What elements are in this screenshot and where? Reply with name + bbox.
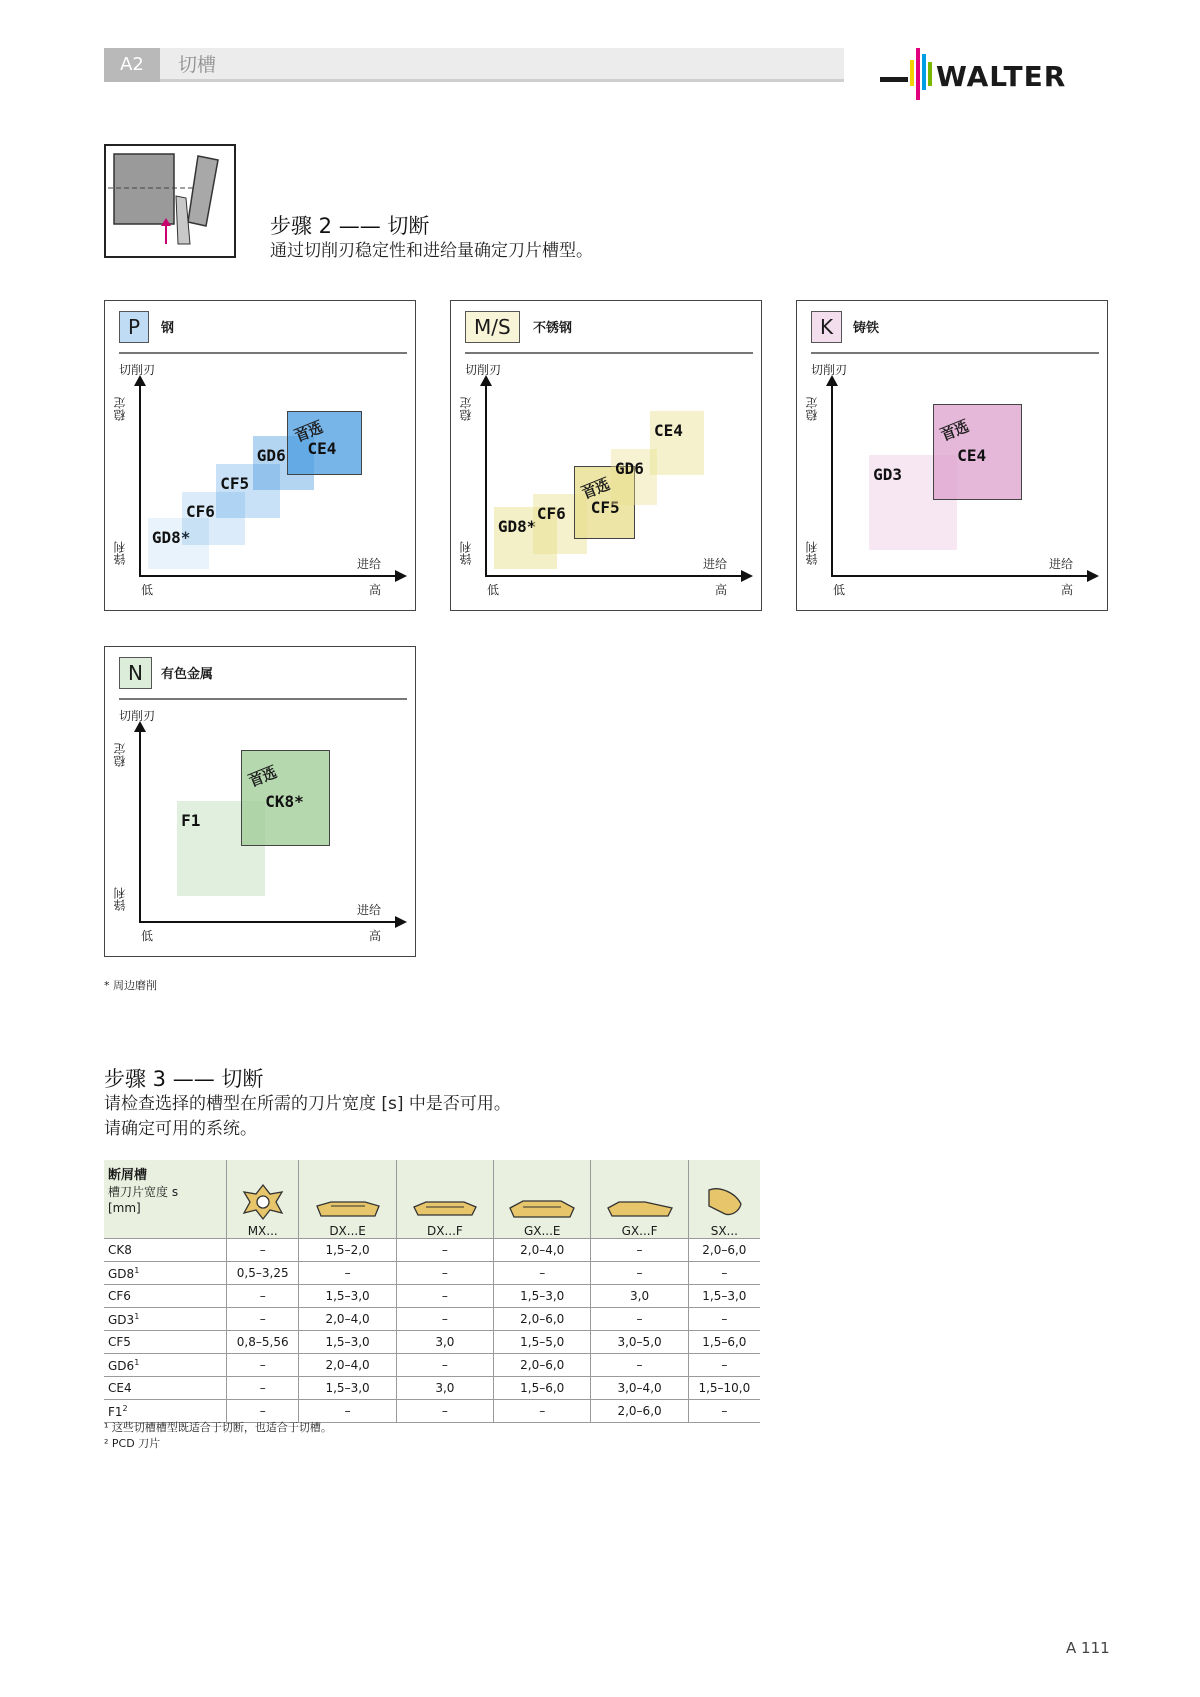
table-row bbox=[104, 1285, 760, 1308]
x-axis-line bbox=[485, 575, 741, 577]
row-grade-cell bbox=[104, 1331, 227, 1354]
preferred-tag: 首选 bbox=[293, 420, 326, 447]
table-cell: 0,8–5,56 bbox=[227, 1331, 299, 1354]
star-footnote: * 周边磨削 bbox=[104, 979, 157, 992]
table-cell: 1,5–5,0 bbox=[494, 1331, 591, 1354]
column-label: DX...E bbox=[329, 1224, 366, 1238]
table-cell: – bbox=[396, 1308, 493, 1331]
row-grade-name: CF5 bbox=[108, 1335, 131, 1349]
y-axis-low-label: 锋利 bbox=[113, 541, 127, 565]
x-axis-high-label: 高 bbox=[369, 929, 382, 943]
section-code: A2 bbox=[104, 48, 160, 82]
y-axis-arrow bbox=[826, 375, 838, 386]
table-cell: 1,5–6,0 bbox=[494, 1377, 591, 1400]
row-grade-cell bbox=[104, 1285, 227, 1308]
preferred-tag: 首选 bbox=[580, 476, 613, 503]
x-axis-label: 进给 bbox=[357, 557, 382, 571]
row-grade-cell bbox=[104, 1377, 227, 1400]
step2-title: 步骤 2 —— 切断 bbox=[270, 214, 430, 238]
panel-divider bbox=[811, 352, 1099, 354]
table-cell: 2,0–4,0 bbox=[299, 1308, 396, 1331]
x-axis-high-label: 高 bbox=[1061, 583, 1074, 597]
table-cell: – bbox=[396, 1262, 493, 1285]
row-grade-name: CF6 bbox=[108, 1289, 131, 1303]
y-axis-high-label: 稳定 bbox=[113, 397, 127, 421]
x-axis-label: 进给 bbox=[1049, 557, 1074, 571]
row-grade-name: F1 bbox=[108, 1404, 123, 1419]
x-axis-arrow bbox=[395, 570, 407, 582]
step3-description-2: 请确定可用的系统。 bbox=[104, 1119, 257, 1139]
table-cell: 2,0–4,0 bbox=[494, 1239, 591, 1262]
table-cell: – bbox=[591, 1262, 688, 1285]
row-grade-name: GD6 bbox=[108, 1358, 135, 1373]
y-axis-label: 切削刃 bbox=[119, 709, 156, 723]
x-axis-label: 进给 bbox=[703, 557, 728, 571]
grade-label: CF6 bbox=[536, 504, 566, 524]
table-cell: – bbox=[396, 1239, 493, 1262]
table-cell: 1,5–3,0 bbox=[299, 1377, 396, 1400]
panel-divider bbox=[119, 352, 407, 354]
table-cell: 2,0–4,0 bbox=[299, 1354, 396, 1377]
dx-e-insert-icon bbox=[313, 1196, 383, 1222]
row-grade-cell bbox=[104, 1308, 227, 1331]
table-cell: – bbox=[227, 1400, 299, 1423]
walter-logo bbox=[880, 44, 1110, 104]
table-cell: 1,5–3,0 bbox=[494, 1285, 591, 1308]
column-label: DX...F bbox=[426, 1224, 463, 1238]
table-cell: 2,0–6,0 bbox=[494, 1354, 591, 1377]
step3-description-1: 请检查选择的槽型在所需的刀片宽度 [s] 中是否可用。 bbox=[104, 1094, 511, 1114]
x-axis-label: 进给 bbox=[357, 903, 382, 917]
table-cell: 3,0 bbox=[591, 1285, 688, 1308]
y-axis-arrow bbox=[134, 721, 146, 732]
table-cell: – bbox=[396, 1400, 493, 1423]
table-row bbox=[104, 1262, 760, 1285]
preferred-tag: 首选 bbox=[938, 418, 971, 445]
y-axis-line bbox=[139, 381, 141, 575]
grade-label: F1 bbox=[181, 810, 201, 830]
table-cell: – bbox=[688, 1308, 760, 1331]
y-axis-low-label: 锋利 bbox=[805, 541, 819, 565]
x-axis-low-label: 低 bbox=[833, 583, 846, 597]
header-chipbreaker: 断屑槽 bbox=[108, 1168, 148, 1183]
header-width: 槽刀片宽度 s bbox=[108, 1185, 179, 1199]
table-row bbox=[104, 1331, 760, 1354]
y-axis-arrow bbox=[480, 375, 492, 386]
y-axis-line bbox=[831, 381, 833, 575]
table-cell: 1,5–3,0 bbox=[299, 1331, 396, 1354]
brand-text: WALTER bbox=[936, 60, 1067, 93]
table-cell: 1,5–6,0 bbox=[688, 1331, 760, 1354]
grade-label: CK8* bbox=[265, 792, 304, 812]
chart-panel-ms bbox=[450, 300, 762, 611]
column-label: SX... bbox=[710, 1224, 738, 1238]
row-grade-footnote-mark: 1 bbox=[134, 1311, 140, 1321]
table-footnote-2: ² PCD 刀片 bbox=[104, 1437, 161, 1450]
panel-divider bbox=[119, 698, 407, 700]
y-axis-line bbox=[485, 381, 487, 575]
column-label: MX... bbox=[247, 1224, 278, 1238]
table-cell: – bbox=[688, 1354, 760, 1377]
row-grade-name: CK8 bbox=[108, 1243, 132, 1257]
table-cell: – bbox=[227, 1239, 299, 1262]
x-axis-arrow bbox=[741, 570, 753, 582]
grade-label: GD6 bbox=[256, 445, 286, 465]
table-cell: – bbox=[396, 1354, 493, 1377]
grade-label: CF5 bbox=[590, 497, 620, 517]
sx-insert-icon bbox=[701, 1182, 747, 1222]
row-grade-cell bbox=[104, 1262, 227, 1285]
x-axis-line bbox=[139, 921, 395, 923]
row-grade-footnote-mark: 2 bbox=[122, 1403, 128, 1413]
material-name: 铸铁 bbox=[853, 321, 880, 336]
grade-label: CF5 bbox=[220, 473, 250, 493]
table-row bbox=[104, 1239, 760, 1262]
header-unit: [mm] bbox=[108, 1201, 141, 1215]
table-cell: – bbox=[494, 1262, 591, 1285]
table-cell: – bbox=[227, 1285, 299, 1308]
column-gx-e bbox=[494, 1160, 591, 1239]
column-dx-f bbox=[396, 1160, 493, 1239]
cutoff-diagram bbox=[104, 144, 236, 258]
table-cell: – bbox=[494, 1400, 591, 1423]
column-sx bbox=[688, 1160, 760, 1239]
y-axis-low-label: 锋利 bbox=[113, 887, 127, 911]
grade-width-table bbox=[104, 1160, 760, 1423]
table-row bbox=[104, 1377, 760, 1400]
table-cell: – bbox=[688, 1400, 760, 1423]
table-cell: 1,5–3,0 bbox=[299, 1285, 396, 1308]
chart-panel-p bbox=[104, 300, 416, 611]
y-axis-high-label: 稳定 bbox=[805, 397, 819, 421]
table-cell: 1,5–2,0 bbox=[299, 1239, 396, 1262]
section-header-bar bbox=[160, 48, 844, 82]
x-axis-high-label: 高 bbox=[715, 583, 728, 597]
material-code-box: N bbox=[119, 657, 152, 689]
row-grade-name: GD3 bbox=[108, 1312, 135, 1327]
table-header-label bbox=[104, 1160, 227, 1239]
table-body bbox=[104, 1239, 760, 1423]
y-axis-arrow bbox=[134, 375, 146, 386]
table-footnote-1: ¹ 这些切槽槽型既适合于切断，也适合于切槽。 bbox=[104, 1421, 332, 1434]
material-name: 钢 bbox=[161, 321, 175, 336]
y-axis-line bbox=[139, 727, 141, 921]
row-grade-name: GD8 bbox=[108, 1266, 135, 1281]
table-cell: 1,5–3,0 bbox=[688, 1285, 760, 1308]
step2-description: 通过切削刃稳定性和进给量确定刀片槽型。 bbox=[270, 241, 593, 261]
row-grade-name: CE4 bbox=[108, 1381, 132, 1395]
table-cell: – bbox=[227, 1354, 299, 1377]
y-axis-high-label: 稳定 bbox=[113, 743, 127, 767]
gx-f-insert-icon bbox=[605, 1196, 675, 1222]
table-cell: 1,5–10,0 bbox=[688, 1377, 760, 1400]
material-code-box: P bbox=[119, 311, 149, 343]
grade-label: CE4 bbox=[957, 446, 987, 466]
mx-insert-icon bbox=[240, 1182, 286, 1222]
workpiece-illustration bbox=[106, 146, 234, 256]
table-cell: 3,0–4,0 bbox=[591, 1377, 688, 1400]
table-cell: 0,5–3,25 bbox=[227, 1262, 299, 1285]
column-label: GX...F bbox=[621, 1224, 658, 1238]
table-cell: – bbox=[688, 1262, 760, 1285]
table-cell: 2,0–6,0 bbox=[591, 1400, 688, 1423]
x-axis-line bbox=[831, 575, 1087, 577]
y-axis-low-label: 锋利 bbox=[459, 541, 473, 565]
material-name: 有色金属 bbox=[161, 667, 214, 682]
grade-label: GD8* bbox=[497, 517, 537, 537]
material-code-box: K bbox=[811, 311, 842, 343]
row-grade-cell bbox=[104, 1354, 227, 1377]
table-row bbox=[104, 1354, 760, 1377]
x-axis-low-label: 低 bbox=[141, 929, 154, 943]
table-cell: 2,0–6,0 bbox=[688, 1239, 760, 1262]
x-axis-low-label: 低 bbox=[141, 583, 154, 597]
table-cell: – bbox=[396, 1285, 493, 1308]
section-title: 切槽 bbox=[178, 54, 217, 76]
grade-label: GD3 bbox=[873, 464, 903, 484]
step3-title: 步骤 3 —— 切断 bbox=[104, 1067, 264, 1091]
table-cell: 3,0 bbox=[396, 1377, 493, 1400]
table-cell: – bbox=[227, 1377, 299, 1400]
material-name: 不锈钢 bbox=[533, 321, 573, 336]
table-cell: – bbox=[299, 1400, 396, 1423]
x-axis-arrow bbox=[395, 916, 407, 928]
x-axis-arrow bbox=[1087, 570, 1099, 582]
x-axis-high-label: 高 bbox=[369, 583, 382, 597]
grade-label: GD8* bbox=[151, 528, 191, 548]
y-axis-label: 切削刃 bbox=[119, 363, 156, 377]
table-cell: 2,0–6,0 bbox=[494, 1308, 591, 1331]
table-header-row bbox=[104, 1160, 760, 1239]
table-cell: – bbox=[299, 1262, 396, 1285]
x-axis-low-label: 低 bbox=[487, 583, 500, 597]
panel-divider bbox=[465, 352, 753, 354]
material-code-box: M/S bbox=[465, 311, 520, 343]
table-cell: – bbox=[591, 1354, 688, 1377]
chart-panel-k bbox=[796, 300, 1108, 611]
grade-label: CE4 bbox=[307, 439, 337, 459]
grade-label: CF6 bbox=[186, 502, 215, 522]
y-axis-label: 切削刃 bbox=[811, 363, 848, 377]
dx-f-insert-icon bbox=[410, 1196, 480, 1222]
y-axis-high-label: 稳定 bbox=[459, 397, 473, 421]
grade-label: GD6 bbox=[615, 458, 644, 478]
preferred-tag: 首选 bbox=[246, 764, 279, 791]
table-cell: – bbox=[227, 1308, 299, 1331]
y-axis-label: 切削刃 bbox=[465, 363, 502, 377]
x-axis-line bbox=[139, 575, 395, 577]
row-grade-footnote-mark: 1 bbox=[134, 1357, 140, 1367]
column-gx-f bbox=[591, 1160, 688, 1239]
grade-label: CE4 bbox=[654, 421, 683, 441]
table-cell: 3,0–5,0 bbox=[591, 1331, 688, 1354]
table-cell: – bbox=[591, 1308, 688, 1331]
row-grade-cell bbox=[104, 1239, 227, 1262]
table-row bbox=[104, 1308, 760, 1331]
column-mx bbox=[227, 1160, 299, 1239]
column-dx-e bbox=[299, 1160, 396, 1239]
gx-e-insert-icon bbox=[507, 1196, 577, 1222]
row-grade-footnote-mark: 1 bbox=[134, 1265, 140, 1275]
chart-panel-n bbox=[104, 646, 416, 957]
page-number: A 111 bbox=[1066, 1639, 1110, 1657]
column-label: GX...E bbox=[523, 1224, 561, 1238]
table-cell: – bbox=[591, 1239, 688, 1262]
table-cell: 3,0 bbox=[396, 1331, 493, 1354]
